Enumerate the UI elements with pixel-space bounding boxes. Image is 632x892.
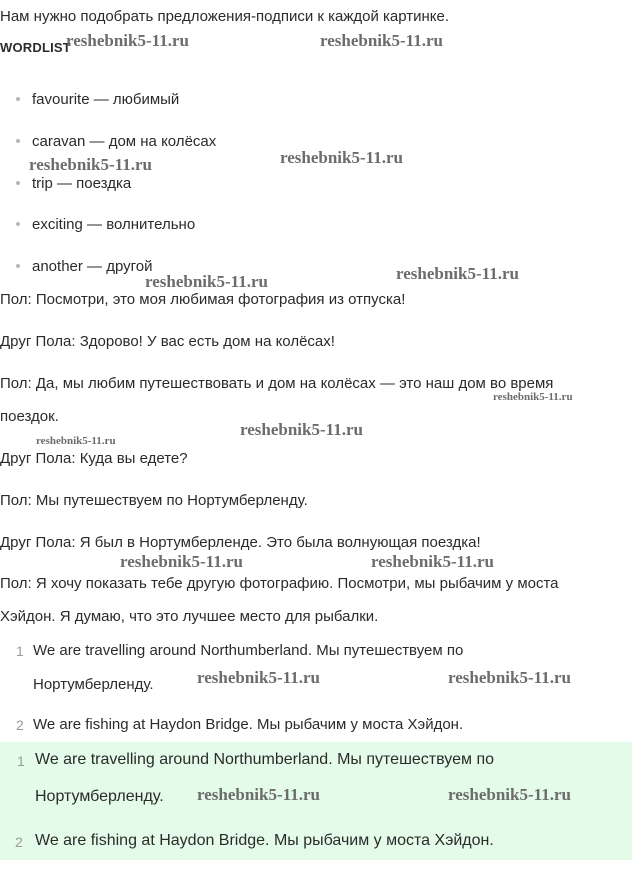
dialogue-line: Друг Пола: Куда вы едете? — [0, 450, 188, 467]
wordlist-item: exciting — волнительно — [16, 216, 195, 233]
dialogue-line: Пол: Да, мы любим путешествовать и дом на колёсах — это наш дом во время — [0, 375, 554, 392]
bullet-icon — [16, 264, 20, 268]
answer-number: 1 — [17, 753, 25, 769]
dialogue-line: Хэйдон. Я думаю, что это лучшее место для рыбалки. — [0, 608, 379, 625]
answer-text: We are travelling around Northumberland. Мы путешествуем по — [33, 642, 464, 659]
watermark: reshebnik5-11.ru — [448, 785, 571, 804]
answer-number: 2 — [15, 834, 23, 850]
watermark: reshebnik5-11.ru — [280, 148, 403, 167]
watermark: reshebnik5-11.ru — [66, 31, 189, 50]
watermark: reshebnik5-11.ru — [371, 552, 494, 571]
watermark: reshebnik5-11.ru — [448, 668, 571, 687]
bullet-icon — [16, 139, 20, 143]
wordlist-title: WORDLIST — [0, 40, 71, 55]
answer-number: 2 — [16, 717, 24, 733]
bullet-icon — [16, 222, 20, 226]
watermark: reshebnik5-11.ru — [145, 272, 268, 291]
answer-text: Нортумберленду. — [33, 676, 154, 693]
wordlist-item: caravan — дом на колёсах — [16, 133, 216, 150]
wordlist-item: trip — поездка — [16, 175, 131, 192]
watermark: reshebnik5-11.ru — [396, 264, 519, 283]
dialogue-line: Пол: Мы путешествуем по Нортумберленду. — [0, 492, 308, 509]
bullet-icon — [16, 97, 20, 101]
wordlist-item: another — другой — [16, 258, 153, 275]
watermark: reshebnik5-11.ru — [493, 391, 573, 403]
bullet-icon — [16, 181, 20, 185]
watermark: reshebnik5-11.ru — [320, 31, 443, 50]
answer-text: We are travelling around Northumberland. Мы путешествуем по — [35, 751, 495, 768]
answer-text: We are fishing at Haydon Bridge. Мы рыбачим у моста Хэйдон. — [33, 716, 464, 733]
dialogue-line: Друг Пола: Я был в Нортумберленде. Это была волнующая поездка! — [0, 534, 481, 551]
intro-text: Нам нужно подобрать предложения-подписи к каждой картинке. — [0, 8, 450, 25]
watermark: reshebnik5-11.ru — [120, 552, 243, 571]
answer-text: We are fishing at Haydon Bridge. Мы рыбачим у моста Хэйдон. — [35, 832, 494, 849]
dialogue-line: поездок. — [0, 408, 59, 425]
answer-text: Нортумберленду. — [35, 788, 164, 805]
dialogue-line: Пол: Я хочу показать тебе другую фотографию. Посмотри, мы рыбачим у моста — [0, 575, 559, 592]
answer-number: 1 — [16, 643, 24, 659]
dialogue-line: Друг Пола: Здорово! У вас есть дом на колёсах! — [0, 333, 335, 350]
watermark: reshebnik5-11.ru — [29, 155, 152, 174]
dialogue-line: Пол: Посмотри, это моя любимая фотография из отпуска! — [0, 291, 406, 308]
watermark: reshebnik5-11.ru — [36, 435, 116, 447]
wordlist-item: favourite — любимый — [16, 91, 179, 108]
watermark: reshebnik5-11.ru — [240, 420, 363, 439]
watermark: reshebnik5-11.ru — [197, 668, 320, 687]
watermark: reshebnik5-11.ru — [197, 785, 320, 804]
